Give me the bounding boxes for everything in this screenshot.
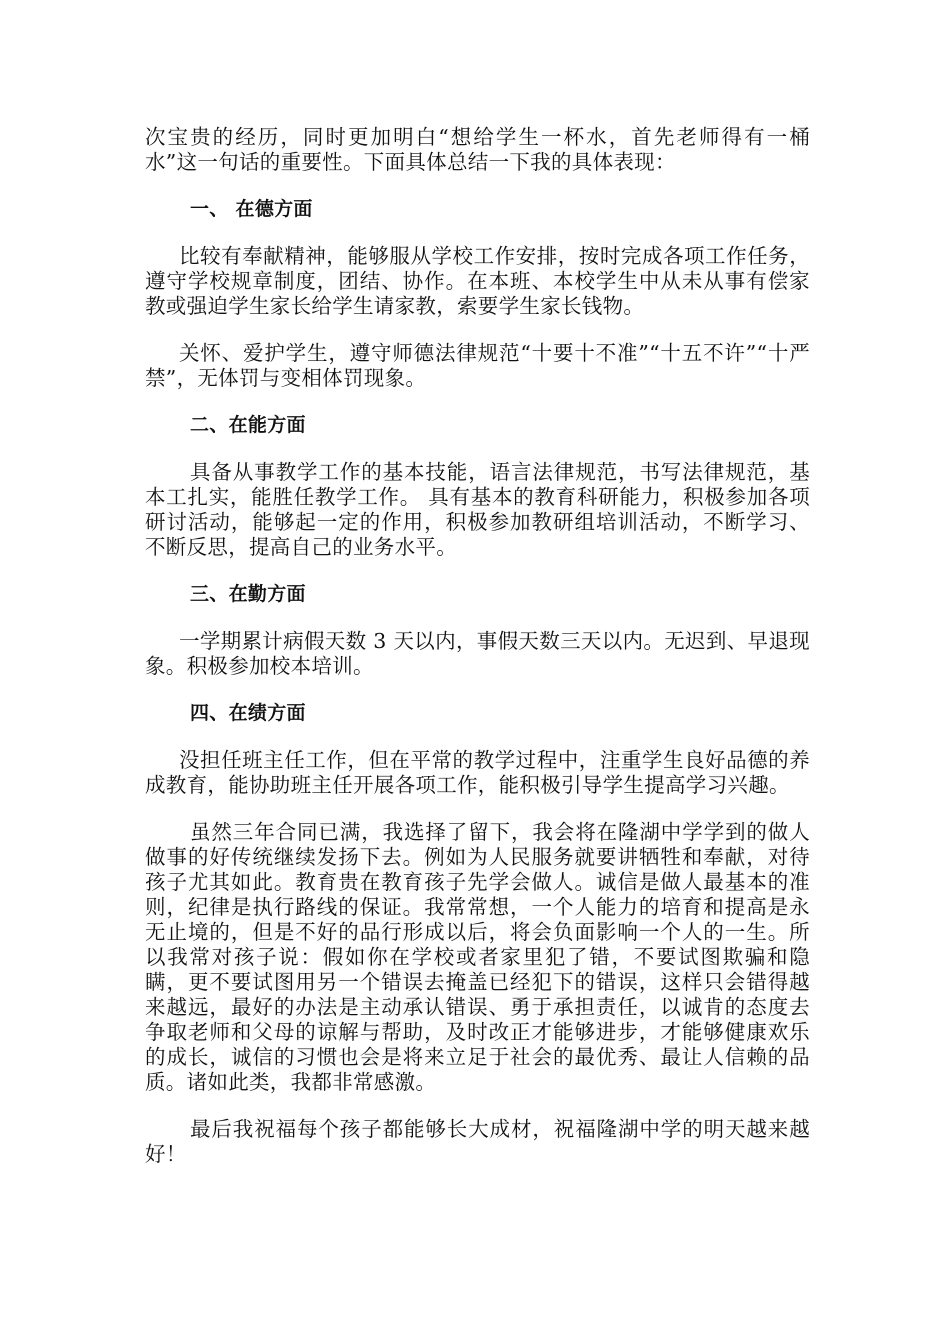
section-heading-virtue: 一、 在德方面 [190,198,313,220]
document-page [145,125,810,1167]
virtue-paragraph-1: 比较有奉献精神，能够服从学校工作安排，按时完成各项工作任务，遵守学校规章制度，团结、协作。在本班、本校学生中从未从事有偿家教或强迫学生家长给学生请家教，索要学生家长钱物。 [145,244,810,318]
diligence-paragraph: 一学期累计病假天数 3 天以内，事假天数三天以内。无迟到、早退现象。积极参加校本培训。 [145,629,810,678]
achievement-paragraph: 没担任班主任工作，但在平常的教学过程中，注重学生良好品德的养成教育，能协助班主任开展各项工作，能积极引导学生提高学习兴趣。 [145,748,810,797]
closing-paragraph: 最后我祝福每个孩子都能够长大成材，祝福隆湖中学的明天越来越好！ [145,1117,810,1166]
ability-paragraph: 具备从事教学工作的基本技能，语言法律规范，书写法律规范，基本工扎实，能胜任教学工作。 具有基本的教育科研能力，积极参加各项研讨活动，能够起一定的作用，积极参加教研组培训活动，不断学习、不断反思，提高自己的业务水平。 [145,460,810,559]
reflection-paragraph: 虽然三年合同已满，我选择了留下，我会将在隆湖中学学到的做人做事的好传统继续发扬下去。例如为人民服务就要讲牺牲和奉献，对待孩子尤其如此。教育贵在教育孩子先学会做人。诚信是做人最基本的准则，纪律是执行路线的保证。我常常想，一个人能力的培育和提高是永无止境的，但是不好的品行形成以后，将会负面影响一个人的一生。所以我常对孩子说：假如你在学校或者家里犯了错，不要试图欺骗和隐瞒，更不要试图用另一个错误去掩盖已经犯下的错误，这样只会错得越来越远，最好的办法是主动承认错误、勇于承担责任，以诚肯的态度去争取老师和父母的谅解与帮助，及时改正才能够进步，才能够健康欢乐的成长，诚信的习惯也会是将来立足于社会的最优秀、最让人信赖的品质。诸如此类，我都非常感激。 [145,820,810,1094]
intro-paragraph: 次宝贵的经历，同时更加明白“想给学生一杯水，首先老师得有一桶水”这一句话的重要性。下面具体总结一下我的具体表现： [145,125,810,174]
virtue-paragraph-2: 关怀、爱护学生，遵守师德法律规范“十要十不准”“十五不许”“十严禁”，无体罚与变相体罚现象。 [145,341,810,390]
section-heading-achievement: 四、在绩方面 [190,702,306,724]
section-heading-diligence: 三、在勤方面 [190,583,306,605]
section-heading-ability: 二、在能方面 [190,414,306,436]
